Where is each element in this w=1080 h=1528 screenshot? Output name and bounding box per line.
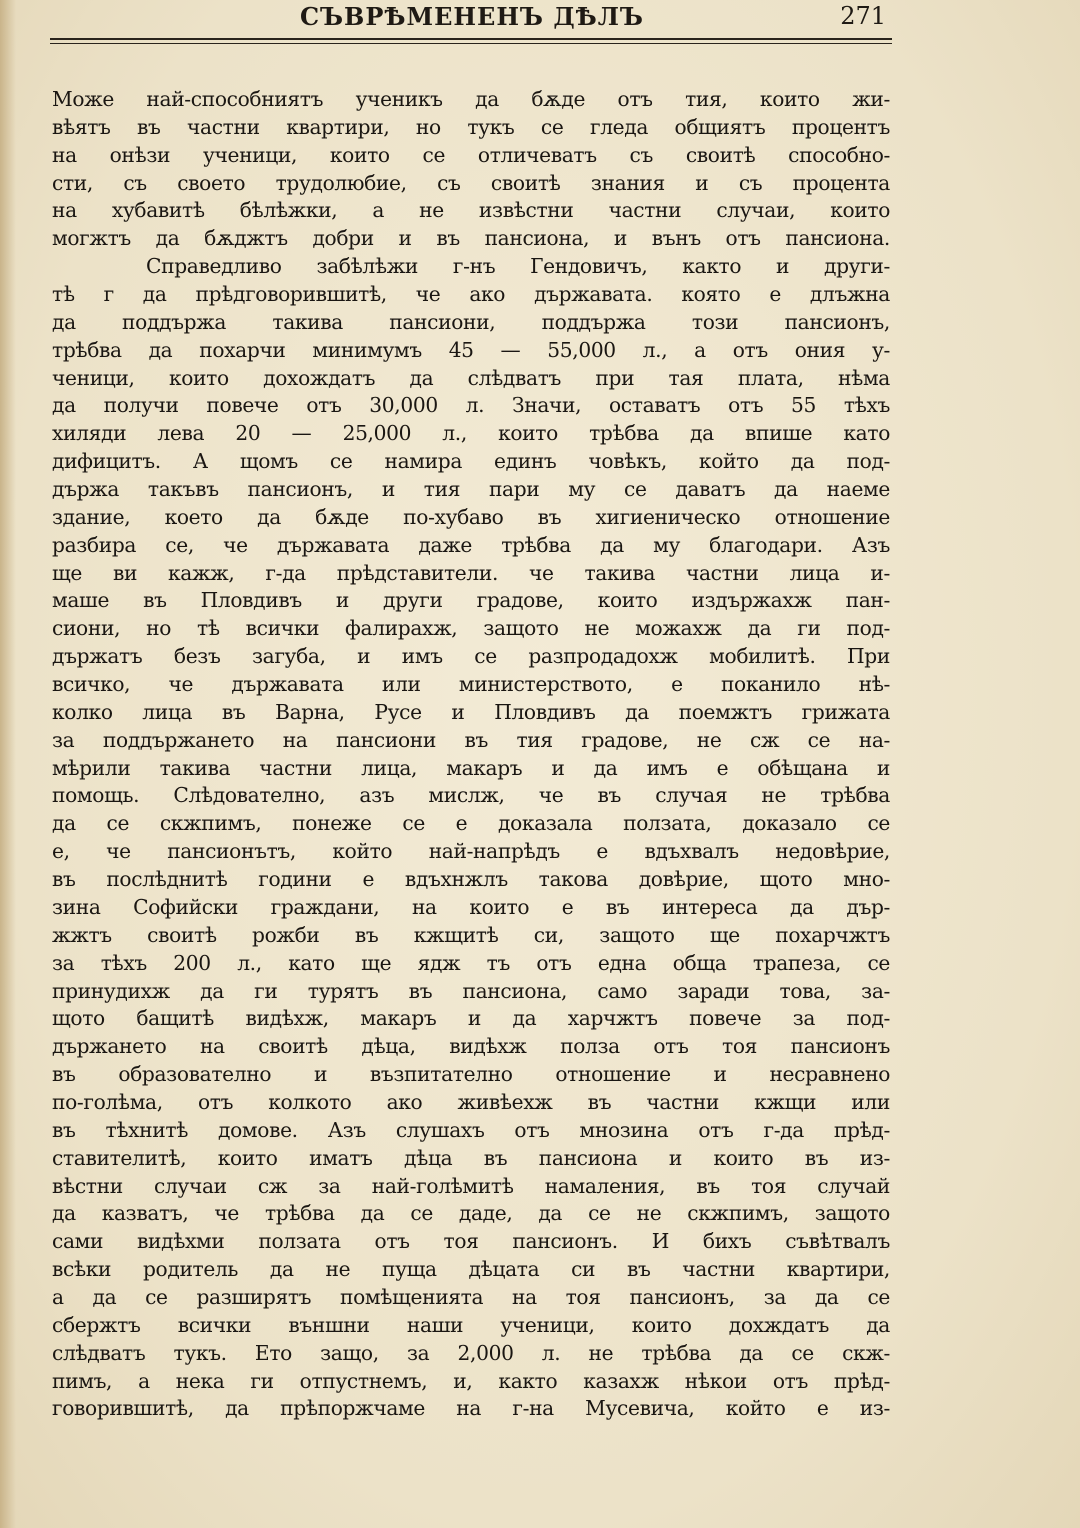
text-line: щото бащитѣ видѣхж, макаръ и да харчжтъ повече за под- — [52, 1006, 890, 1031]
text-line: да се скжпимъ, понеже се е доказала ползата, доказало се — [52, 811, 890, 836]
text-line: на хубавитѣ бѣлѣжки, а не извѣстни частни случаи, които — [52, 198, 890, 223]
text-line: държането на своитѣ дѣца, видѣхж полза отъ тоя пансионъ — [52, 1034, 890, 1059]
text-line: Може най-способниятъ ученикъ да бѫде отъ тия, които жи- — [52, 87, 890, 111]
text-line: всѣки родитель да не пуща дѣцата си въ частни квартири, — [52, 1257, 890, 1282]
text-line: сти, съ своето трудолюбие, съ своитѣ знания и съ процента — [52, 170, 890, 195]
text-line: могжтъ да бѫджтъ добри и въ пансиона, и вънъ отъ пансиона. — [52, 226, 890, 251]
page-spine-shadow — [0, 0, 16, 1528]
text-line: да получи повече отъ 30,000 л. Значи, оставатъ отъ 55 тѣхъ — [52, 393, 890, 418]
text-line: а да се разширятъ помѣщенията на тоя пансионъ, за да се — [52, 1284, 890, 1309]
text-line: зина Софийски граждани, на които е въ интереса да дър- — [52, 894, 890, 919]
text-line: за поддържането на пансиони въ тия градове, не сж се на- — [52, 727, 890, 752]
text-line: въ образователно и възпитателно отношение и несравнено — [52, 1062, 890, 1087]
text-line: хиляди лева 20 — 25,000 л., които трѣбва да впише като — [52, 421, 890, 446]
text-line: на онѣзи ученици, които се отличеватъ съ своитѣ способно- — [52, 142, 890, 167]
text-line: мѣрили такива частни лица, макаръ и да имъ е обѣщана и — [52, 755, 890, 780]
text-line: въ тѣхнитѣ домове. Азъ слушахъ отъ мнозина отъ г-да прѣд- — [52, 1117, 890, 1142]
page-header — [50, 0, 892, 34]
text-line: помощь. Слѣдователно, азъ мислж, че въ случая не трѣбва — [52, 783, 890, 808]
text-line: здание, което да бѫде по-хубаво въ хигиеническо отношение — [52, 504, 890, 529]
text-line: сбержтъ всички външни наши ученици, които дохждатъ да — [52, 1312, 890, 1337]
text-line: вѣстни случаи сж за най-голѣмитѣ намаления, въ тоя случай — [52, 1173, 890, 1198]
text-line: принудихж да ги турятъ въ пансиона, само заради това, за- — [52, 978, 890, 1003]
text-line: всичко, че държавата или министерството, е поканило нѣ- — [52, 672, 890, 697]
text-line: колко лица въ Варна, Русе и Пловдивъ да поемжтъ грижата — [52, 699, 890, 724]
text-line: говорившитѣ, да прѣпоржчаме на г-на Мусевича, който е из- — [52, 1396, 890, 1421]
text-line: да казватъ, че трѣбва да се даде, да се не скжпимъ, защото — [52, 1201, 890, 1226]
text-line: ще ви кажж, г-да прѣдставители. че такива частни лица и- — [52, 560, 890, 585]
text-line: да поддържа такива пансиони, поддържа този пансионъ, — [52, 309, 890, 334]
text-line: държа такъвъ пансионъ, и тия пари му се даватъ да наеме — [52, 477, 890, 502]
text-line: дифицитъ. А щомъ се намира единъ човѣкъ, който да под- — [52, 449, 890, 474]
text-line: ченици, които дохождатъ да слѣдватъ при тая плата, нѣма — [52, 365, 890, 390]
text-line: трѣбва да похарчи минимумъ 45 — 55,000 л., а отъ ония у- — [52, 337, 890, 362]
text-line: за тѣхъ 200 л., като ще ядж тъ отъ една обща трапеза, се — [52, 950, 890, 975]
page-number: 271 — [840, 2, 886, 30]
text-line: разбира се, че държавата даже трѣбва да му благодари. Азъ — [52, 532, 890, 557]
header-rule-thin — [50, 43, 892, 44]
text-line: слѣдватъ тукъ. Ето защо, за 2,000 л. не трѣбва да се скж- — [52, 1340, 890, 1365]
text-line: жжтъ своитѣ рожби въ кжщитѣ си, защото ще похарчжтъ — [52, 922, 890, 947]
running-title: СЪВРѢМЕНЕНЪ ДѢЛЪ — [300, 2, 644, 31]
text-line: сиони, но тѣ всички фалирахж, защото не можахж да ги под- — [52, 616, 890, 641]
text-line: е, че пансионътъ, който най-напрѣдъ е вдъхвалъ недовѣрие, — [52, 839, 890, 864]
text-line: сами видѣхми ползата отъ тоя пансионъ. И бихъ съвѣтвалъ — [52, 1229, 890, 1254]
text-line: пимъ, а нека ги отпустнемъ, и, както казахж нѣкои отъ прѣд- — [52, 1368, 890, 1393]
header-rule — [50, 38, 892, 40]
text-line: вѣятъ въ частни квартири, но тукъ се гледа общиятъ процентъ — [52, 114, 890, 139]
text-line: тѣ г да прѣдговорившитѣ, че ако държавата. която е длъжна — [52, 282, 890, 307]
text-line: ставителитѣ, които иматъ дѣца въ пансиона и които въ из- — [52, 1145, 890, 1170]
text-line: Справедливо забѣлѣжи г-нъ Гендовичъ, както и други- — [146, 254, 890, 279]
text-line: въ послѣднитѣ години е вдъхнжлъ такова довѣрие, щото мно- — [52, 867, 890, 892]
text-line: маше въ Пловдивъ и други градове, които издържахж пан- — [52, 588, 890, 613]
body-text — [52, 86, 890, 1423]
text-line: държатъ безъ загуба, и имъ се разпродадохж мобилитѣ. При — [52, 644, 890, 669]
text-line: по-голѣма, отъ колкото ако живѣехж въ частни кжщи или — [52, 1089, 890, 1114]
